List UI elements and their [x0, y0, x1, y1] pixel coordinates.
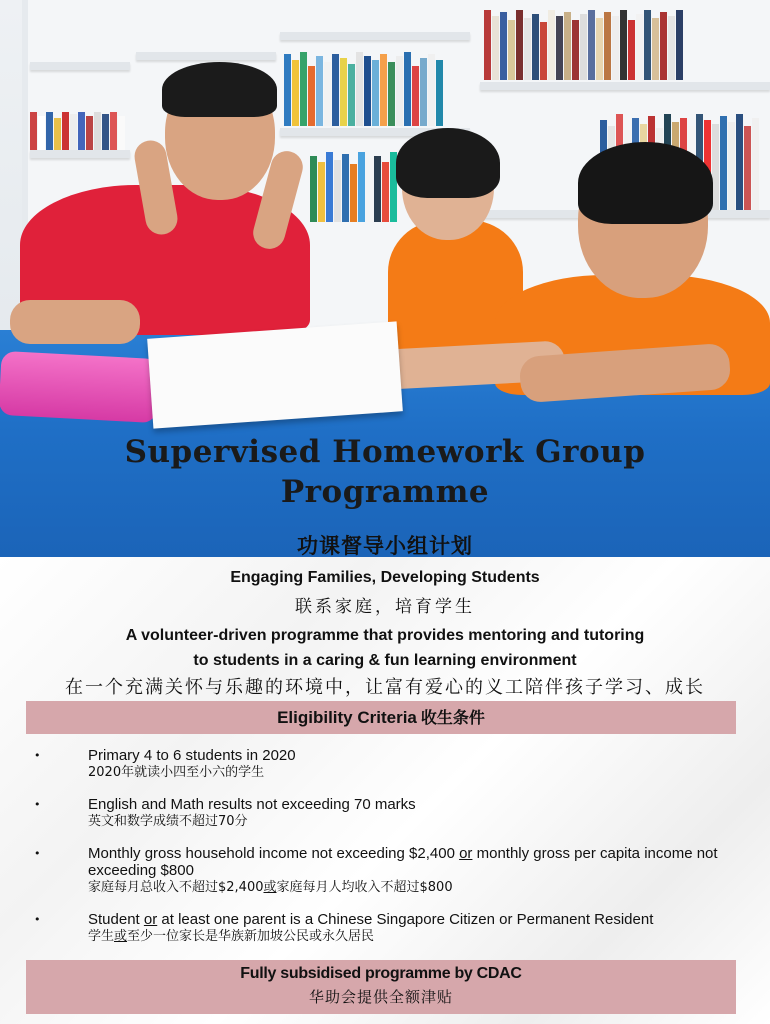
tutor-hair — [162, 62, 277, 117]
criterion-text: Monthly gross household income not exceeding $2,400 — [88, 845, 455, 862]
criterion-text: monthly gross per capita income not exceeding $800 — [88, 845, 718, 879]
bullet-icon: • — [34, 798, 41, 811]
book-row — [284, 48, 443, 126]
criterion-zh: 英文和数学成绩不超过70分 — [88, 814, 248, 829]
eligibility-heading — [26, 701, 736, 734]
description-zh: 在一个充满关怀与乐趣的环境中，让富有爱心的义工陪伴孩子学习、成长 — [65, 677, 705, 698]
eligibility-list — [0, 747, 770, 960]
bullet-icon: • — [34, 749, 41, 762]
description-line-2: to students in a caring & fun learning environment — [193, 652, 577, 669]
criterion-zh — [88, 928, 740, 946]
open-book — [147, 321, 403, 428]
programme-title-zh: 功课督导小组计划 — [297, 534, 473, 557]
subsidy-text-zh: 华助会提供全额津贴 — [308, 988, 453, 1006]
list-item — [0, 911, 770, 946]
bullet-icon: • — [34, 847, 41, 860]
criterion-or-zh: 或 — [263, 880, 277, 895]
criterion-text: at least one parent is a Chinese Singapore Citizen or Permanent Resident — [161, 911, 654, 928]
criterion-text: Student — [88, 911, 140, 928]
list-item — [0, 845, 770, 897]
criterion-zh — [88, 879, 740, 897]
bullet-icon: • — [34, 913, 41, 926]
eligibility-heading-en: Eligibility Criteria — [277, 708, 417, 727]
programme-title — [0, 432, 770, 512]
eligibility-heading-zh: 收生条件 — [420, 708, 485, 727]
criterion-or: or — [459, 845, 473, 862]
description-line-1: A volunteer-driven programme that provides mentoring and tutoring — [125, 627, 645, 644]
list-item — [0, 747, 770, 782]
title-line-1: Supervised Homework Group — [124, 434, 646, 470]
book-row — [484, 8, 683, 80]
criterion-en — [88, 845, 740, 879]
boy-hair — [578, 142, 713, 224]
shelf — [30, 62, 130, 70]
title-block — [0, 432, 770, 557]
tagline-zh: 联系家庭，培育学生 — [295, 597, 475, 617]
criterion-en — [88, 911, 740, 928]
shelf — [480, 82, 770, 90]
criterion-text-zh: 家庭每月人均收入不超过$800 — [276, 880, 453, 895]
subsidy-banner — [26, 960, 736, 1014]
criterion-en: Primary 4 to 6 students in 2020 — [88, 747, 296, 764]
criterion-text-zh: 至少一位家长是华族新加坡公民或永久居民 — [127, 929, 375, 944]
book-row — [310, 150, 397, 222]
book-row — [30, 110, 125, 150]
criterion-text-zh: 学生 — [88, 929, 115, 944]
tagline: Engaging Families, Developing Students — [230, 569, 540, 586]
title-line-2: Programme — [280, 474, 490, 510]
tutor-arm — [10, 300, 140, 344]
pencil-case — [0, 351, 160, 423]
subsidy-text: Fully subsidised programme by CDAC — [240, 965, 522, 982]
info-section — [0, 557, 770, 1024]
criterion-or-zh: 或 — [114, 929, 128, 944]
description — [0, 623, 770, 673]
criterion-or: or — [143, 911, 158, 928]
shelf — [30, 150, 130, 158]
list-item — [0, 796, 770, 831]
criterion-zh: 2020年就读小四至小六的学生 — [88, 765, 265, 780]
girl-hair — [396, 128, 500, 198]
shelf — [280, 32, 470, 40]
shelf — [136, 52, 276, 60]
criterion-en: English and Math results not exceeding 70 marks — [88, 796, 416, 813]
criterion-text-zh: 家庭每月总收入不超过$2,400 — [88, 880, 264, 895]
